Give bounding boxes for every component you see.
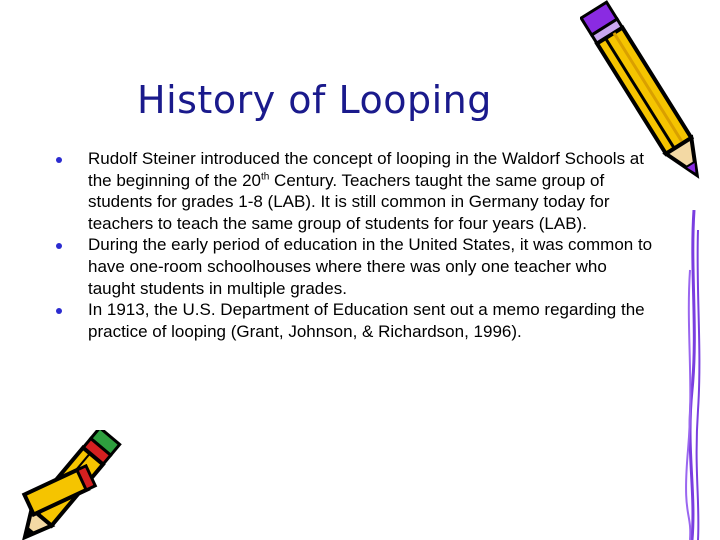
bullet-list	[54, 148, 654, 342]
bullet-item	[54, 148, 654, 234]
bullet-text: Rudolf Steiner introduced the concept of looping in the Waldorf Schools at the beginning of the 20th Century. Teachers taught the same group of students for grades 1-8 (LAB). It is still common in Germany today for teachers to teach the same group of students for four years (LAB).	[88, 149, 644, 233]
bullet-marker	[56, 157, 62, 163]
bullet-item	[54, 299, 654, 342]
pencil-icon	[580, 0, 720, 200]
bullet-marker	[56, 243, 62, 249]
superscript: th	[260, 170, 270, 182]
bullet-marker	[56, 308, 62, 314]
bullet-item	[54, 234, 654, 299]
pencil-icon	[0, 430, 140, 540]
scribble-border	[680, 210, 720, 540]
bullet-text: During the early period of education in the United States, it was common to have one-room schoolhouses where there was only one teacher who taught students in multiple grades.	[88, 235, 653, 298]
slide-title: History of Looping	[137, 78, 492, 122]
bullet-text: In 1913, the U.S. Department of Education sent out a memo regarding the practice of looping (Grant, Johnson, & Richardson, 1996).	[88, 300, 645, 341]
